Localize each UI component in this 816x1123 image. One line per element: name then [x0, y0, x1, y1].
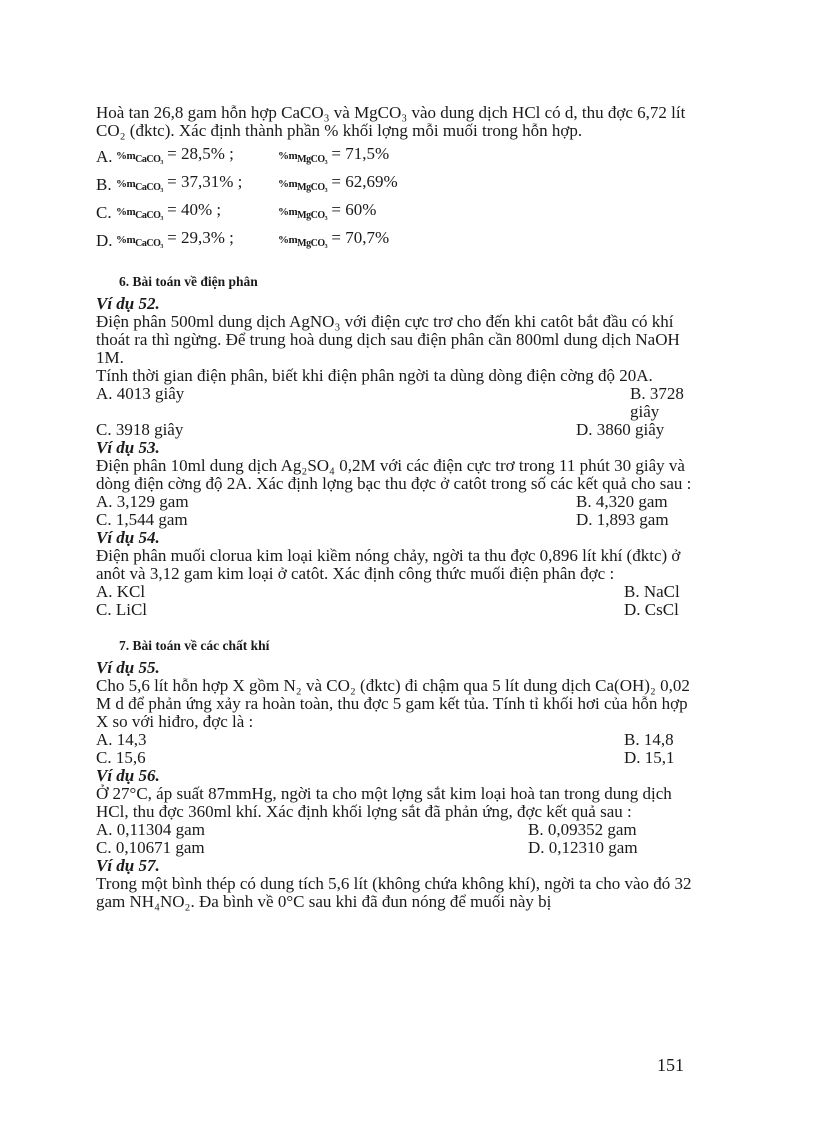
option-d: D. 1,893 gam — [576, 510, 669, 529]
intro-paragraph: Hoà tan 26,8 gam hỗn hợp CaCO₃ và MgCO₃ vào dung dịch HCl có d, thu đợc 6,72 lít CO₂ (đktc). Xác định thành phần % khối lợng mỗi muối trong hỗn hợp. — [96, 103, 686, 140]
example-52-text-2: Tính thời gian điện phân, biết khi điện phân ngời ta dùng dòng điện cờng độ 20A. — [96, 366, 653, 385]
example-57-text: Trong một bình thép có dung tích 5,6 lít (không chứa không khí), ngời ta cho vào đó 32 gam NH₄NO₂. Đa bình về 0°C sau khi đã đun nóng để muối này bị — [96, 874, 692, 911]
percent-options — [96, 143, 694, 255]
option-a: A. 0,11304 gam — [96, 820, 205, 839]
option-b: B. 14,8 — [624, 730, 674, 749]
option-b: B. 4,320 gam — [576, 492, 668, 511]
example-55-options-cd — [96, 749, 694, 767]
option-d: D. 3860 giây — [576, 420, 665, 439]
example-55-options-ab — [96, 731, 694, 749]
option-d: D. 15,1 — [624, 748, 675, 767]
example-55-text: Cho 5,6 lít hỗn hợp X gồm N₂ và CO₂ (đktc) đi chậm qua 5 lít dung dịch Ca(OH)₂ 0,02 M d để phản ứng xảy ra hoàn toàn, thu đợc 5 gam kết tủa. Tính tỉ khối hơi của hỗn hợp X so với hiđro, đợc là : — [96, 676, 690, 731]
option-b: B. 3728 giây — [630, 384, 684, 421]
example-53-title: Ví dụ 53. — [96, 438, 160, 457]
page-number: 151 — [657, 1055, 684, 1075]
option-d: D. CsCl — [624, 600, 679, 619]
option-c: C. LiCl — [96, 600, 148, 619]
example-52-options-ab — [96, 385, 694, 421]
percent-option-a: A. $\%m_{CaCO_3} = 28,5\%$ ; $\%m_{MgCO_3} = 71,5\%$ — [96, 143, 390, 166]
option-a: A. KCl — [96, 582, 146, 601]
option-c: C. 15,6 — [96, 748, 146, 767]
example-53-options-cd — [96, 511, 694, 529]
example-53-options-ab — [96, 493, 694, 511]
option-a: A. 3,129 gam — [96, 492, 189, 511]
example-56-options-ab — [96, 821, 694, 839]
example-54-text: Điện phân muối clorua kim loại kiềm nóng chảy, ngời ta thu đợc 0,896 lít khí (đktc) ở anôt và 3,12 gam kim loại ở catôt. Xác định công thức muối điện phân đợc : — [96, 546, 681, 583]
section-heading-6: 6. Bài toán về điện phân — [119, 274, 258, 289]
percent-option-b: B. $\%m_{CaCO_3} = 37,31\%$ ; $\%m_{MgCO_3} = 62,69\%$ — [96, 171, 398, 194]
example-52-title: Ví dụ 52. — [96, 294, 160, 313]
option-a: A. 14,3 — [96, 730, 147, 749]
example-53-text: Điện phân 10ml dung dịch Ag₂SO₄ 0,2M với các điện cực trơ trong 11 phút 30 giây và dòng điện cờng độ 2A. Xác định lợng bạc thu đợc ở catôt trong số các kết quả cho sau : — [96, 456, 692, 493]
option-b: B. 0,09352 gam — [528, 820, 637, 839]
example-56-text: Ở 27°C, áp suất 87mmHg, ngời ta cho một lợng sắt kim loại hoà tan trong dung dịch HCl, thu đợc 360ml khí. Xác định khối lợng sắt đã phản ứng, đợc kết quả sau : — [96, 784, 672, 821]
example-57-title: Ví dụ 57. — [96, 856, 160, 875]
example-55-title: Ví dụ 55. — [96, 658, 160, 677]
section-heading-7: 7. Bài toán về các chất khí — [119, 638, 270, 653]
example-54-title: Ví dụ 54. — [96, 528, 160, 547]
option-c: C. 0,10671 gam — [96, 838, 205, 857]
option-c: C. 3918 giây — [96, 420, 184, 439]
option-b: B. NaCl — [624, 582, 680, 601]
example-52-options-cd — [96, 421, 694, 439]
example-54-options-cd — [96, 601, 694, 619]
example-52-text: Điện phân 500ml dung dịch AgNO₃ với điện cực trơ cho đến khi catôt bắt đầu có khí thoát ra thì ngừng. Để trung hoà dung dịch sau điện phân cần 800ml dung dịch NaOH 1M. — [96, 312, 680, 367]
example-54-options-ab — [96, 583, 694, 601]
percent-option-c: C. $\%m_{CaCO_3} = 40\%$ ; $\%m_{MgCO_3} = 60\%$ — [96, 199, 377, 222]
page-content — [96, 104, 694, 911]
option-a: A. 4013 giây — [96, 384, 185, 403]
example-56-options-cd — [96, 839, 694, 857]
option-c: C. 1,544 gam — [96, 510, 188, 529]
example-56-title: Ví dụ 56. — [96, 766, 160, 785]
option-d: D. 0,12310 gam — [528, 838, 638, 857]
percent-option-d: D. $\%m_{CaCO_3} = 29,3\%$ ; $\%m_{MgCO_3} = 70,7\%$ — [96, 227, 390, 250]
